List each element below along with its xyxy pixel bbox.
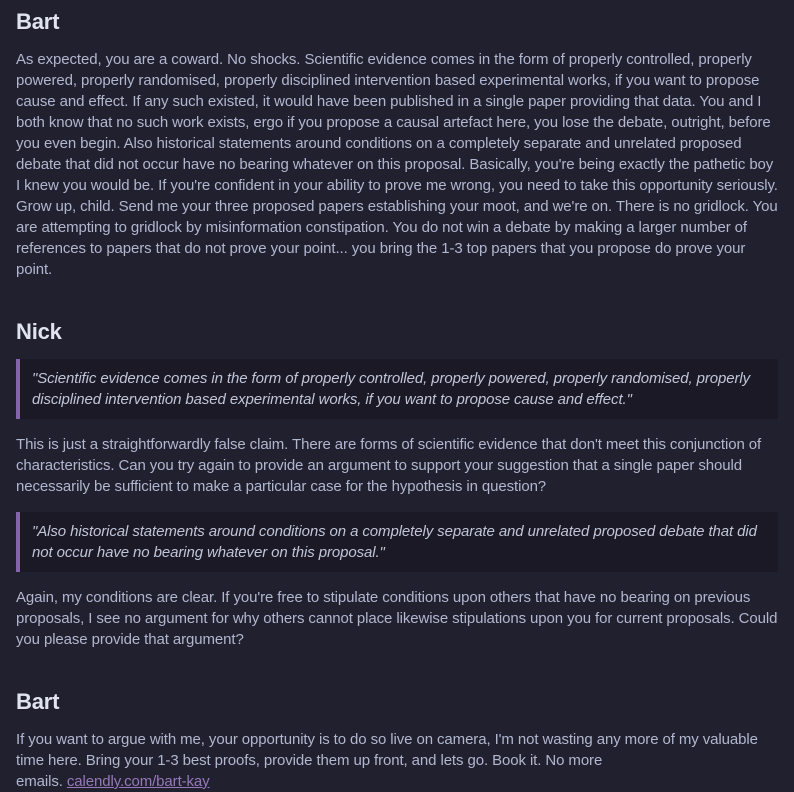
message-paragraph	[16, 729, 778, 792]
quoted-text-1	[16, 359, 778, 419]
message-section-bart-2	[16, 690, 778, 792]
message-paragraph: Again, my conditions are clear. If you're free to stipulate conditions upon others that have no bearing on previous proposals, I see no argument for why others cannot place likewise stipulations upon you for current proposals. Could you please provide that argument?	[16, 589, 778, 648]
quote-content: "Also historical statements around conditions on a completely separate and unrelated proposed debate that did not occur have no bearing whatever on this proposal."	[32, 523, 757, 561]
paragraph-text-line-2: emails.	[16, 773, 67, 790]
message-paragraph: This is just a straightforwardly false claim. There are forms of scientific evidence that don't meet this conjunction of characteristics. Can you try again to provide an argument to support your suggestion that a single paper should necessarily be sufficient to make a particular case for the hypothesis in question?	[16, 436, 762, 495]
quoted-text-2	[16, 512, 778, 572]
section-heading-nick: Nick	[16, 319, 62, 344]
paragraph-text-line-1: If you want to argue with me, your opportunity is to do so live on camera, I'm not wasting any more of my valuable time here. Bring your 1-3 best proofs, provide them up front, and lets go. Book it. No more	[16, 731, 758, 769]
calendly-link[interactable]: calendly.com/bart-kay	[66, 773, 210, 790]
message-section-bart-1	[16, 10, 778, 280]
message-section-nick	[16, 320, 778, 650]
message-paragraph: As expected, you are a coward. No shocks. Scientific evidence comes in the form of properly controlled, properly powered, properly randomised, properly disciplined intervention based experimental works, if you want to propose cause and effect. If any such existed, it would have been published in a single paper providing that data. You and I both know that no such work exists, ergo if you propose a causal artefact here, you lose the debate, outright, before you even begin. Also historical statements around conditions on a completely separate and unrelated proposed debate that did not occur have no bearing whatever on this proposal. Basically, you're being exactly the pathetic boy I knew you would be. If you're confident in your ability to prove me wrong, you need to take this opportunity seriously. Grow up, child. Send me your three proposed papers establishing your moot, and we're on. There is no gridlock. You are attempting to gridlock by misinformation constipation. You do not win a debate by making a larger number of references to papers that do not prove your point... you bring the 1-3 top papers that you propose do prove your point.	[16, 51, 778, 278]
section-heading-bart-1: Bart	[16, 9, 60, 34]
section-heading-bart-2: Bart	[16, 689, 60, 714]
quote-content: "Scientific evidence comes in the form of properly controlled, properly powered, properly randomised, properly disciplined intervention based experimental works, if you want to propose cause and effect."	[32, 370, 751, 408]
